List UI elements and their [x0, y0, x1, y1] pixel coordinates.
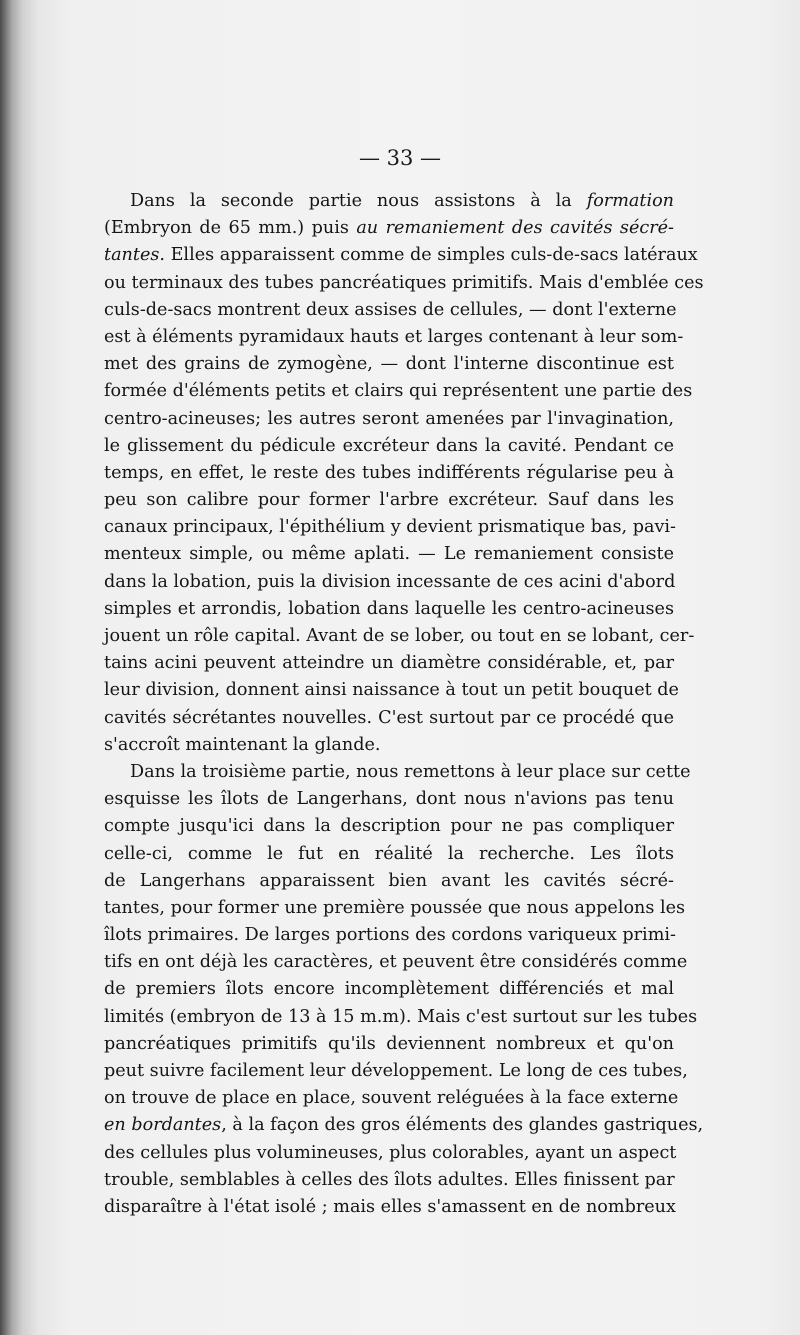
text-line	[104, 297, 677, 324]
text-run: cavités sécrétantes nouvelles. C'est surtout par ce procédé que	[104, 707, 674, 728]
italic-text: formation	[586, 191, 674, 211]
text-line	[104, 949, 688, 976]
text-run: peut suivre facilement leur développement. Le long de ces tubes,	[104, 1061, 688, 1081]
page-number: — 33 —	[358, 146, 442, 170]
text-run: (Embryon de 65 mm.) puis	[104, 218, 357, 239]
text-line	[104, 732, 674, 759]
text-run: menteux simple, ou même aplati. — Le remaniement consiste	[104, 544, 674, 565]
text-line	[104, 650, 674, 677]
text-run: temps, en effet, le reste des tubes indifférents régularise peu à	[104, 462, 674, 483]
text-run: ou terminaux des tubes pancréatiques primitifs. Mais d'emblée ces	[104, 272, 704, 293]
text-run: dans la lobation, puis la division incessante de ces acini d'abord	[104, 571, 676, 592]
paragraph-1	[104, 188, 704, 759]
text-run: de Langerhans apparaissent bien avant les cavités sécré-	[104, 870, 674, 891]
text-run: esquisse les îlots de Langerhans, dont nous n'avions pas tenu	[104, 789, 674, 810]
text-line	[104, 976, 674, 1003]
text-run: on trouve de place en place, souvent reléguées à la face externe	[104, 1088, 679, 1109]
text-line	[104, 1085, 679, 1112]
text-line	[104, 324, 684, 351]
text-run: leur division, donnent ainsi naissance à tout un petit bouquet de	[104, 680, 679, 701]
text-line	[104, 406, 674, 433]
text-line	[104, 1058, 688, 1085]
text-run: celle-ci, comme le fut en réalité la recherche. Les îlots	[104, 843, 674, 864]
text-run: limités (embryon de 13 à 15 m.m). Mais c'est surtout sur les tubes	[104, 1006, 698, 1027]
text-line	[104, 378, 693, 405]
text-line	[104, 596, 674, 623]
text-line	[104, 623, 695, 650]
paragraph-2	[104, 759, 704, 1221]
text-run: peu son calibre pour former l'arbre excréteur. Sauf dans les	[104, 490, 674, 511]
text-run: des cellules plus volumineuses, plus colorables, ayant un aspect	[104, 1142, 677, 1163]
text-line	[104, 514, 674, 541]
text-run: pancréatiques primitifs qu'ils deviennent nombreux et qu'on	[104, 1033, 674, 1054]
text-run: trouble, semblables à celles des îlots adultes. Elles finissent par	[104, 1169, 675, 1190]
text-run: centro-acineuses; les autres seront amenées par l'invagination,	[104, 408, 674, 429]
text-line	[104, 433, 674, 460]
text-line	[104, 1140, 677, 1167]
italic-text: tantes.	[104, 245, 165, 266]
text-line	[104, 895, 686, 922]
text-run: , à la façon des gros éléments des glandes gastriques,	[221, 1115, 704, 1136]
text-run: s'accroît maintenant la glande.	[104, 734, 381, 755]
text-run: compte jusqu'ici dans la description pour ne pas compliquer	[104, 816, 674, 837]
text-run: de premiers îlots encore incomplètement différenciés et mal	[104, 979, 674, 1000]
text-line	[104, 270, 704, 297]
text-run: culs-de-sacs montrent deux assises de cellules, — dont l'externe	[104, 299, 677, 320]
text-line	[104, 1031, 674, 1058]
text-run: simples et arrondis, lobation dans laquelle les centro-acineuses	[104, 598, 674, 619]
text-line	[104, 841, 674, 868]
text-line	[104, 351, 674, 378]
text-line	[104, 759, 691, 786]
text-run: le glissement du pédicule excréteur dans la cavité. Pendant ce	[104, 435, 674, 456]
italic-text: en bordantes	[104, 1115, 222, 1136]
text-run: formée d'éléments petits et clairs qui représentent une partie des	[104, 381, 693, 402]
text-line	[104, 1167, 674, 1194]
page-body-text	[104, 188, 704, 1221]
text-line	[104, 1004, 698, 1031]
text-line	[104, 1194, 674, 1221]
text-line	[104, 868, 674, 895]
text-run: canaux principaux, l'épithélium y devient prismatique bas, pavi-	[104, 517, 676, 538]
text-run: est à éléments pyramidaux hauts et larges contenant à leur som-	[104, 326, 684, 347]
text-line	[104, 541, 674, 568]
text-line	[104, 813, 674, 840]
text-line	[104, 569, 674, 596]
italic-text: au remaniement des cavités sécré-	[356, 218, 674, 239]
text-line	[104, 487, 674, 514]
text-line	[104, 242, 698, 269]
text-run: Dans la troisième partie, nous remettons à leur place sur cette	[130, 761, 691, 782]
text-line	[104, 215, 674, 242]
text-run: jouent un rôle capital. Avant de se lober, ou tout en se lobant, cer-	[104, 626, 695, 646]
text-line	[104, 677, 679, 704]
text-run: tains acini peuvent atteindre un diamètre considérable, et, par	[104, 653, 674, 674]
text-line	[104, 786, 674, 813]
text-line	[104, 922, 674, 949]
text-run: tifs en ont déjà les caractères, et peuvent être considérés comme	[104, 952, 688, 973]
text-line	[104, 705, 674, 732]
text-run: tantes, pour former une première poussée que nous appelons les	[104, 897, 686, 918]
text-run: Dans la seconde partie nous assistons à la	[130, 191, 587, 211]
text-line	[104, 1112, 704, 1139]
text-line	[104, 188, 674, 215]
text-run: met des grains de zymogène, — dont l'interne discontinue est	[104, 354, 674, 375]
text-run: îlots primaires. De larges portions des cordons variqueux primi-	[104, 925, 676, 946]
text-line	[104, 460, 674, 487]
text-run: Elles apparaissent comme de simples culs-de-sacs latéraux	[165, 245, 698, 266]
text-run: disparaître à l'état isolé ; mais elles s'amassent en de nombreux	[104, 1196, 676, 1217]
